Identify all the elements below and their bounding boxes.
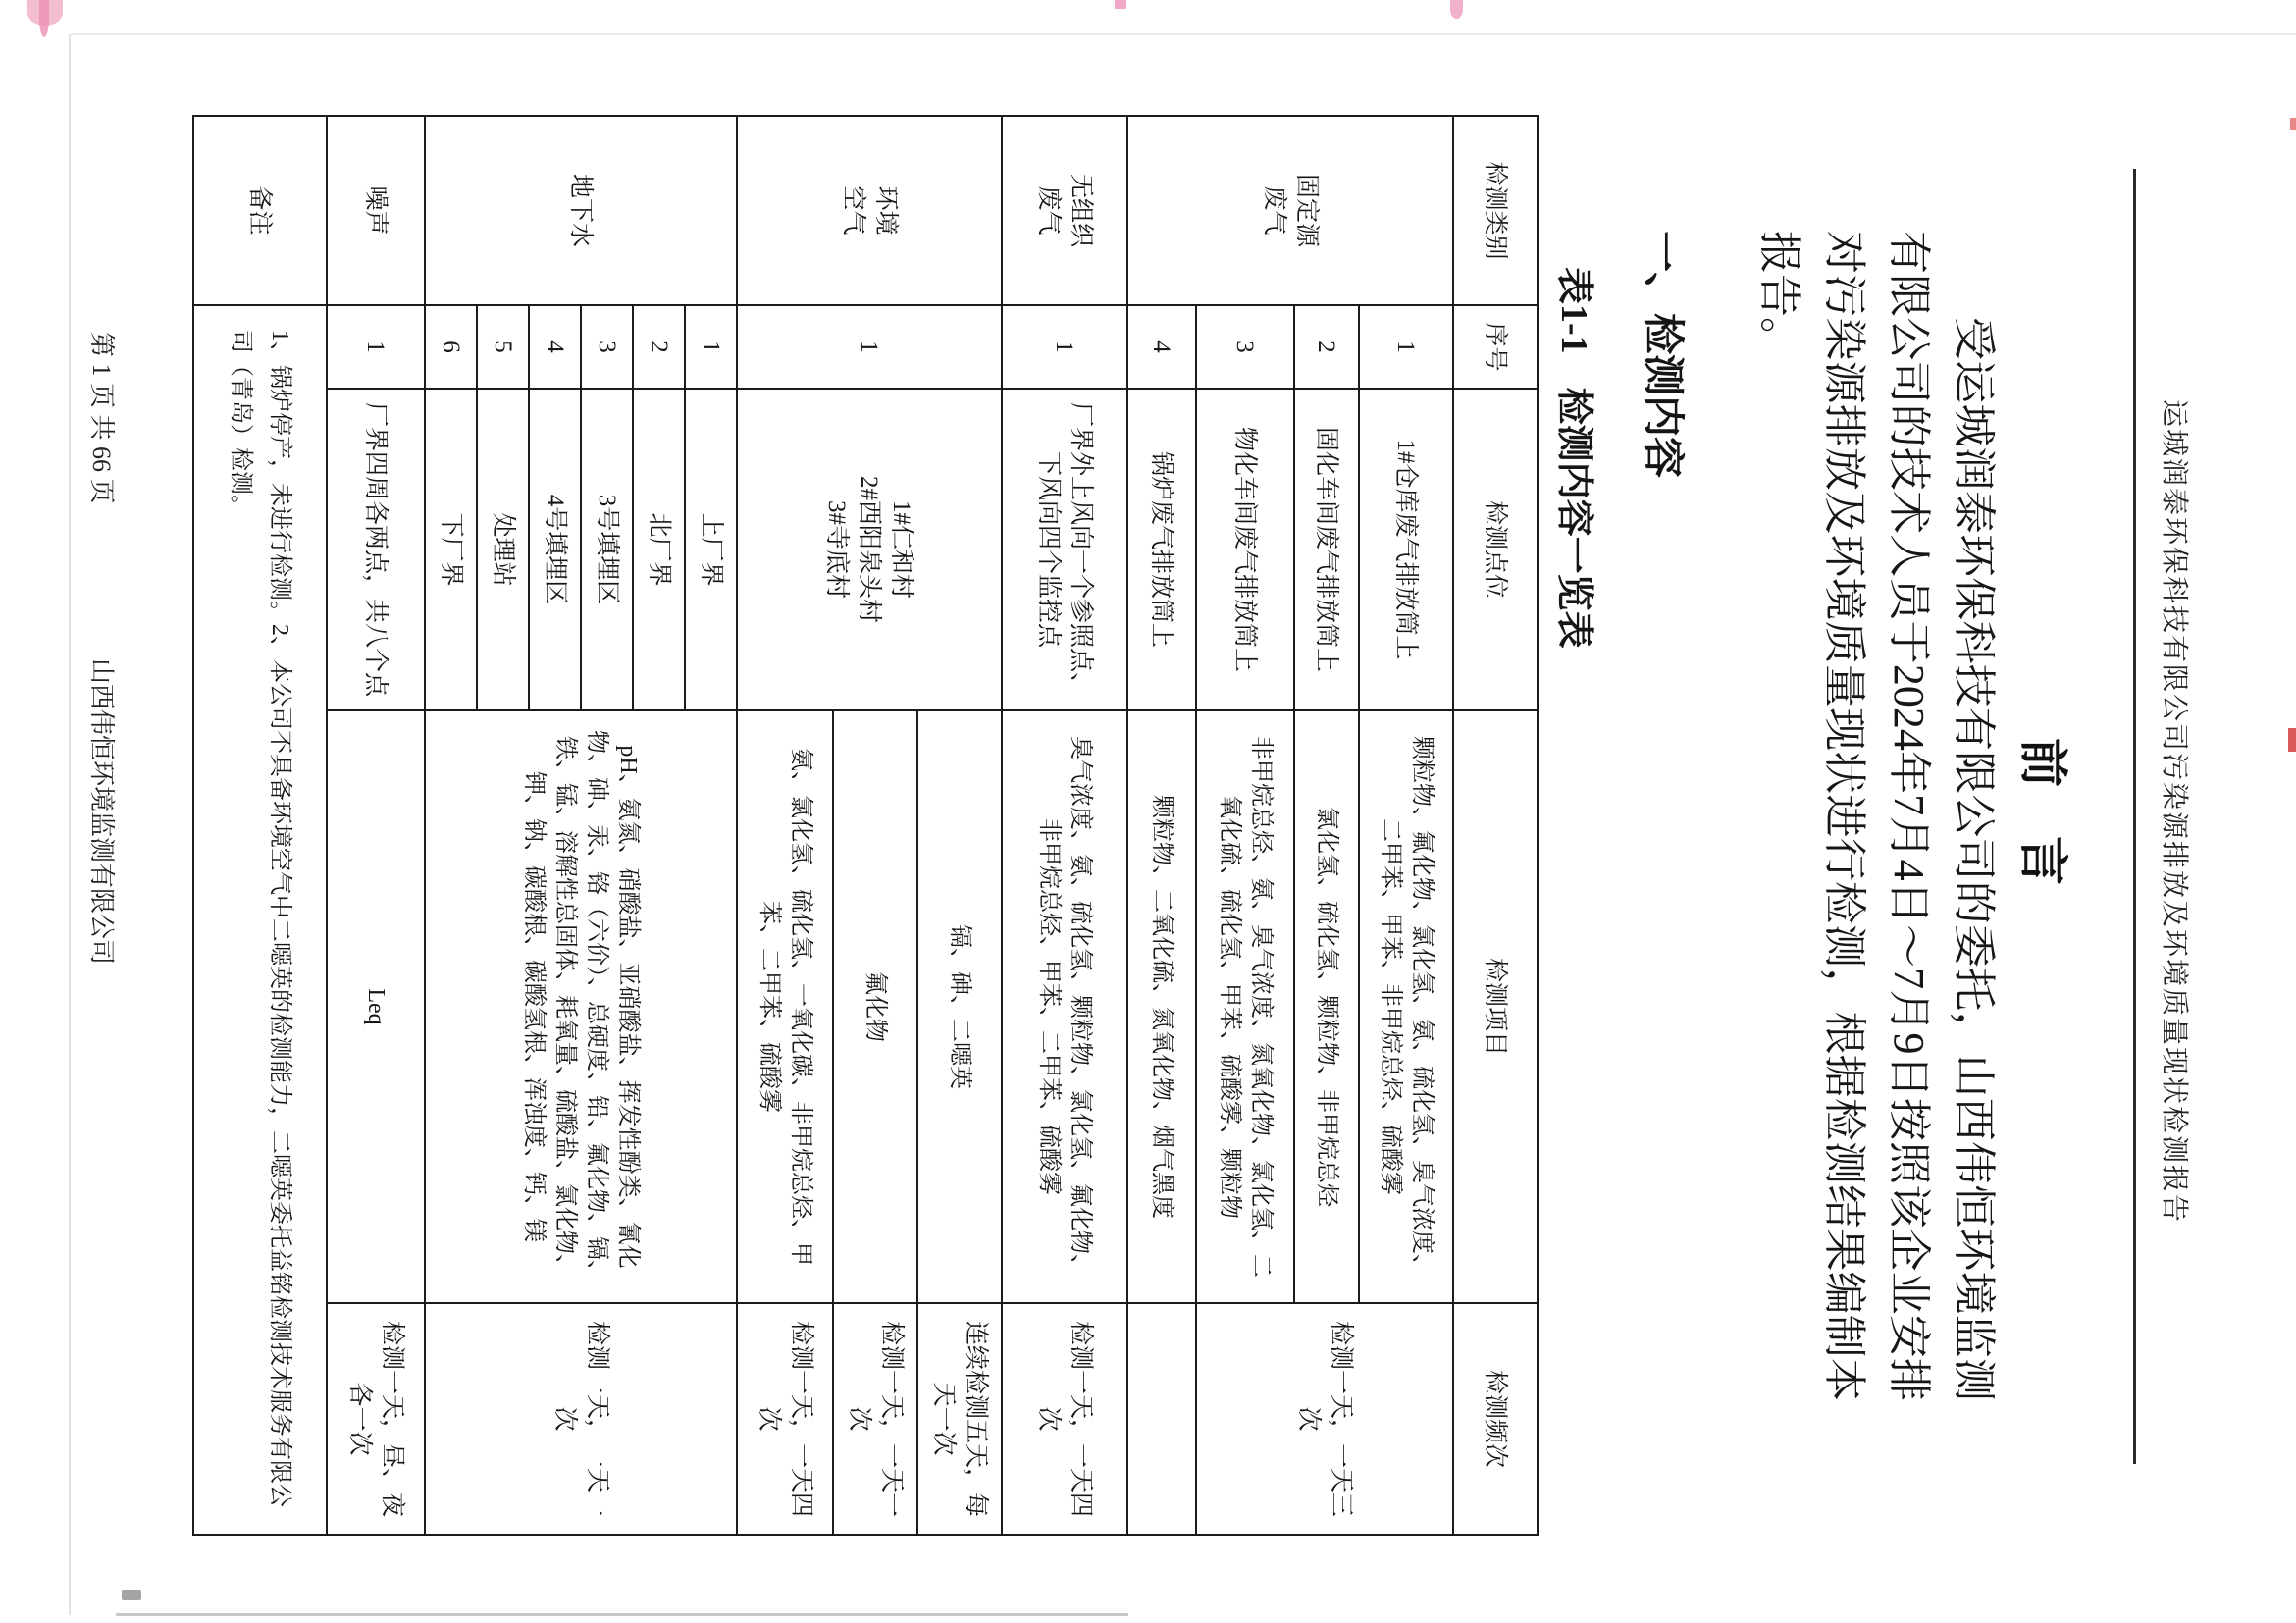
running-header: 运城润泰环保科技有限公司污染源排放及环境质量现状检测报告 bbox=[2159, 398, 2189, 1224]
table-caption-title: 检测内容一览表 bbox=[1553, 387, 1594, 649]
row-index: 1 bbox=[685, 305, 737, 389]
scan-artifact-pink-mark bbox=[1115, 0, 1126, 9]
footer-page-number: 第 1 页 共 66 页 bbox=[87, 332, 116, 504]
page-edge-shadow-top bbox=[69, 33, 2296, 35]
page-footer bbox=[73, 0, 122, 1623]
footer-company: 山西伟恒环境监测有限公司 bbox=[87, 657, 116, 965]
row-frequency: 连续检测五天，每天一次 bbox=[917, 1303, 1002, 1535]
category-fugitive: 无组织废气 bbox=[1002, 116, 1127, 305]
section-heading: 一、检测内容 bbox=[1640, 231, 1685, 479]
row-location: 1#仓库废气排放筒上 bbox=[1359, 389, 1453, 710]
col-header-index: 序号 bbox=[1453, 305, 1538, 389]
row-items: pH、氨氮、硝酸盐、亚硝酸盐、挥发性酚类、氰化物、砷、汞、铬（六价）、总硬度、铅、氟化物、镉、铁、锰、溶解性总固体、耗氧量、硫酸盐、氯化物、钾、钠、碳酸根、碳酸氢根、浑浊度、钙、镁 bbox=[425, 710, 737, 1303]
table-caption-label: 表1-1 bbox=[1553, 267, 1594, 354]
row-location: 4号填埋区 bbox=[529, 389, 581, 710]
row-index: 5 bbox=[477, 305, 529, 389]
row-items: Leq bbox=[327, 710, 425, 1303]
scan-artifact-pink-mark bbox=[39, 0, 49, 37]
row-index: 1 bbox=[737, 305, 1002, 389]
table-row bbox=[1002, 116, 1127, 1535]
category-groundwater: 地下水 bbox=[425, 116, 737, 305]
table-row bbox=[327, 116, 425, 1535]
table-header-row bbox=[1453, 116, 1538, 1535]
col-header-location: 检测点位 bbox=[1453, 389, 1538, 710]
scan-artifact-dark-mark bbox=[122, 1590, 141, 1600]
row-items: 非甲烷总烃、氨、臭气浓度、氮氧化物、氯化氢、二氧化硫、硫化氢、甲苯、硫酸雾、颗粒物 bbox=[1196, 710, 1294, 1303]
category-ambient-air: 环境空气 bbox=[737, 116, 1002, 305]
row-index: 1 bbox=[1002, 305, 1127, 389]
row-index: 2 bbox=[1294, 305, 1359, 389]
row-index: 6 bbox=[425, 305, 477, 389]
col-header-items: 检测项目 bbox=[1453, 710, 1538, 1303]
row-location: 物化车间废气排放筒上 bbox=[1196, 389, 1294, 710]
row-index: 4 bbox=[529, 305, 581, 389]
row-location: 处理站 bbox=[477, 389, 529, 710]
row-items: 臭气浓度、氨、硫化氢、颗粒物、氯化氢、氟化物、非甲烷总烃、甲苯、二甲苯、硫酸雾 bbox=[1002, 710, 1127, 1303]
table-row bbox=[1359, 116, 1453, 1535]
table-row bbox=[917, 116, 1002, 1535]
row-location-villages bbox=[737, 389, 1002, 710]
row-location: 下厂界 bbox=[425, 389, 477, 710]
row-index: 4 bbox=[1127, 305, 1196, 389]
row-location: 锅炉废气排放筒上 bbox=[1127, 389, 1196, 710]
col-header-frequency: 检测频次 bbox=[1453, 1303, 1538, 1535]
row-frequency: 检测一天，一天一次 bbox=[425, 1303, 737, 1535]
row-frequency: 检测一天，一天四次 bbox=[737, 1303, 833, 1535]
table-row bbox=[1127, 116, 1196, 1535]
foreword-title: 前 言 bbox=[2015, 738, 2070, 885]
row-location: 厂界四周各两点，共八个点 bbox=[327, 389, 425, 710]
category-noise: 噪声 bbox=[327, 116, 425, 305]
scan-artifact-red-mark bbox=[2290, 118, 2296, 130]
header-underline bbox=[2133, 169, 2136, 1464]
foreword-paragraph: 受运城润泰环保科技有限公司的委托，山西伟恒环境监测有限公司的技术人员于2024年7月4日～7月9日按照该企业安排对污染源排放及环境质量现状进行检测，根据检测结果编制本报告。 bbox=[1755, 231, 1998, 1401]
row-items: 颗粒物、二氧化硫、氮氧化物、烟气黑度 bbox=[1127, 710, 1196, 1303]
scan-artifact-edge-line bbox=[116, 1613, 1128, 1616]
row-frequency: 检测一天，一天四次 bbox=[1002, 1303, 1127, 1535]
scan-artifact-red-mark bbox=[2288, 728, 2296, 752]
row-location: 上厂界 bbox=[685, 389, 737, 710]
row-items: 氯化氢、硫化氢、颗粒物、非甲烷总烃 bbox=[1294, 710, 1359, 1303]
row-items: 氟化物 bbox=[833, 710, 917, 1303]
row-index: 1 bbox=[327, 305, 425, 389]
row-index: 1 bbox=[1359, 305, 1453, 389]
row-index: 3 bbox=[581, 305, 633, 389]
table-row-remark bbox=[193, 116, 327, 1535]
table-row bbox=[685, 116, 737, 1535]
remark-text: 1、锅炉停产，未进行检测。2、本公司不具备环境空气中二噁英的检测能力，二噁英委托益铭检测技术服务有限公司（青岛）检测。 bbox=[193, 305, 327, 1535]
village-line: 1#仁和村 bbox=[888, 499, 915, 599]
row-frequency: 检测一天，一天三次 bbox=[1196, 1303, 1453, 1535]
scan-artifact-pink-mark bbox=[1450, 0, 1463, 19]
col-header-category: 检测类别 bbox=[1453, 116, 1538, 305]
category-fixed-source: 固定源废气 bbox=[1127, 116, 1453, 305]
row-items: 颗粒物、氟化物、氯化氢、氨、硫化氢、臭气浓度、二甲苯、甲苯、非甲烷总烃、硫酸雾 bbox=[1359, 710, 1453, 1303]
row-location: 厂界外上风向一个参照点、下风向四个监控点 bbox=[1002, 389, 1127, 710]
table-caption bbox=[1551, 267, 1605, 649]
village-line: 3#寺底村 bbox=[823, 499, 851, 599]
row-frequency: 检测一天，一天一次 bbox=[833, 1303, 917, 1535]
row-frequency: 检测一天，昼、夜各一次 bbox=[327, 1303, 425, 1535]
row-frequency-empty bbox=[1127, 1303, 1196, 1535]
row-items: 镉、砷、二噁英 bbox=[917, 710, 1002, 1303]
row-location: 固化车间废气排放筒上 bbox=[1294, 389, 1359, 710]
village-line: 2#西阳泉头村 bbox=[856, 475, 883, 623]
page-edge-shadow-left bbox=[69, 33, 71, 1615]
monitoring-content-table bbox=[192, 115, 1539, 1536]
row-index: 3 bbox=[1196, 305, 1294, 389]
row-location: 3号填埋区 bbox=[581, 389, 633, 710]
row-index: 2 bbox=[633, 305, 685, 389]
row-items: 氨、氯化氢、硫化氢、一氧化碳、非甲烷总烃、甲苯、二甲苯、硫酸雾 bbox=[737, 710, 833, 1303]
row-location: 北厂界 bbox=[633, 389, 685, 710]
remark-label: 备注 bbox=[193, 116, 327, 305]
